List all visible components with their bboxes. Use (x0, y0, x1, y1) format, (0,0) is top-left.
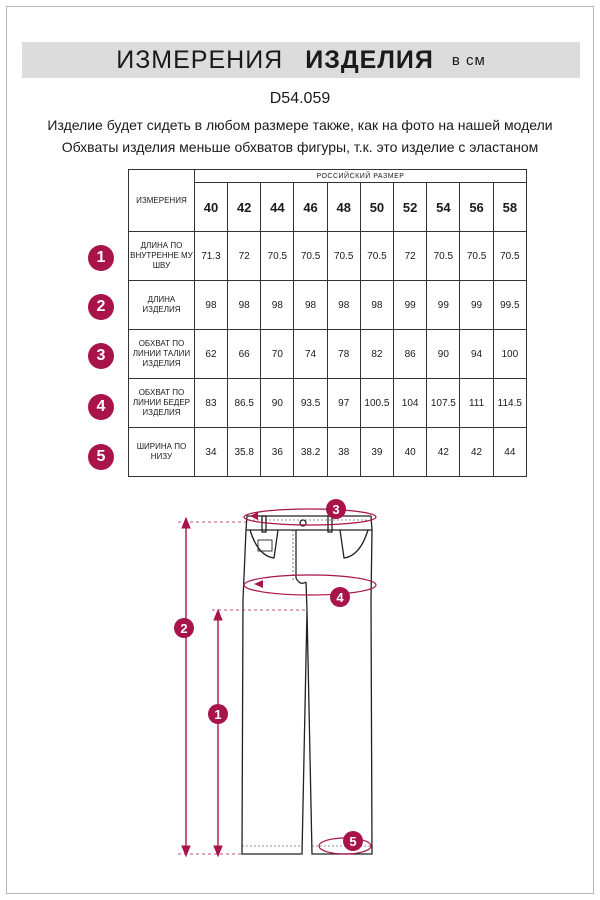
value-cell: 98 (294, 281, 327, 330)
value-cell: 44 (493, 428, 526, 477)
table-row (129, 281, 527, 330)
value-cell: 72 (228, 232, 261, 281)
value-cell: 90 (261, 379, 294, 428)
value-cell: 35.8 (228, 428, 261, 477)
size-cell: 52 (394, 183, 427, 232)
value-cell: 104 (394, 379, 427, 428)
marker-2 (174, 618, 194, 638)
value-cell: 98 (327, 281, 360, 330)
fit-note: Изделие будет сидеть в любом размере также, как на фото на нашей модели (47, 117, 553, 133)
value-cell: 38 (327, 428, 360, 477)
value-cell: 40 (394, 428, 427, 477)
marker-1 (208, 704, 228, 724)
title-bar (22, 42, 580, 78)
value-cell: 98 (194, 281, 227, 330)
size-cell: 46 (294, 183, 327, 232)
size-cell: 44 (261, 183, 294, 232)
value-cell: 71.3 (194, 232, 227, 281)
table-header-row (129, 170, 527, 183)
size-cell: 42 (228, 183, 261, 232)
value-cell: 99 (427, 281, 460, 330)
marker-3 (326, 499, 346, 519)
title-units: в см (451, 51, 486, 69)
value-cell: 86 (394, 330, 427, 379)
value-cell: 114.5 (493, 379, 526, 428)
value-cell: 38.2 (294, 428, 327, 477)
pants-diagram (0, 490, 600, 870)
value-cell: 70.5 (294, 232, 327, 281)
value-cell: 94 (460, 330, 493, 379)
value-cell: 36 (261, 428, 294, 477)
marker-1-label: 1 (214, 707, 222, 722)
row-label: ДЛИНА ПО ВНУТРЕННЕ МУ ШВУ (129, 232, 195, 281)
value-cell: 100 (493, 330, 526, 379)
value-cell: 93.5 (294, 379, 327, 428)
size-cell: 58 (493, 183, 526, 232)
value-cell: 34 (194, 428, 227, 477)
row-label: ДЛИНА ИЗДЕЛИЯ (129, 281, 195, 330)
elastane-note: Обхваты изделия меньше обхватов фигуры, т.к. это изделие с эластаном (61, 139, 539, 155)
row-badge-5: 5 (88, 444, 114, 470)
table-row (129, 330, 527, 379)
row-label: ОБХВАТ ПО ЛИНИИ ТАЛИИ ИЗДЕЛИЯ (129, 330, 195, 379)
marker-3-label: 3 (332, 502, 340, 517)
value-cell: 100.5 (360, 379, 393, 428)
value-cell: 99.5 (493, 281, 526, 330)
measure-hip (244, 575, 376, 595)
value-cell: 107.5 (427, 379, 460, 428)
value-cell: 74 (294, 330, 327, 379)
value-cell: 98 (261, 281, 294, 330)
row-badge-2: 2 (88, 294, 114, 320)
table-row (129, 232, 527, 281)
title-part2: ИЗДЕЛИЯ (305, 45, 434, 74)
value-cell: 70.5 (460, 232, 493, 281)
size-cell: 56 (460, 183, 493, 232)
size-table (128, 169, 527, 477)
value-cell: 82 (360, 330, 393, 379)
measure-length (178, 518, 246, 856)
row-badge-4: 4 (88, 394, 114, 420)
value-cell: 90 (427, 330, 460, 379)
marker-4-label: 4 (336, 590, 344, 605)
value-cell: 70.5 (493, 232, 526, 281)
product-code: D54.059 (269, 90, 331, 107)
pants-outline (242, 516, 372, 854)
value-cell: 99 (394, 281, 427, 330)
value-cell: 42 (427, 428, 460, 477)
marker-5-label: 5 (349, 834, 357, 849)
value-cell: 111 (460, 379, 493, 428)
value-cell: 78 (327, 330, 360, 379)
value-cell: 42 (460, 428, 493, 477)
marker-4 (330, 587, 350, 607)
value-cell: 99 (460, 281, 493, 330)
table-row (129, 379, 527, 428)
value-cell: 70.5 (360, 232, 393, 281)
value-cell: 97 (327, 379, 360, 428)
size-cell: 54 (427, 183, 460, 232)
russian-size-header: РОССИЙСКИЙ РАЗМЕР (194, 170, 526, 183)
value-cell: 98 (360, 281, 393, 330)
value-cell: 70 (261, 330, 294, 379)
value-cell: 66 (228, 330, 261, 379)
size-cell: 48 (327, 183, 360, 232)
size-cell: 50 (360, 183, 393, 232)
row-badge-1: 1 (88, 245, 114, 271)
value-cell: 70.5 (427, 232, 460, 281)
value-cell: 98 (228, 281, 261, 330)
value-cell: 72 (394, 232, 427, 281)
value-cell: 62 (194, 330, 227, 379)
value-cell: 39 (360, 428, 393, 477)
value-cell: 70.5 (327, 232, 360, 281)
value-cell: 86.5 (228, 379, 261, 428)
table-row (129, 428, 527, 477)
measurements-header: ИЗМЕРЕНИЯ (129, 170, 195, 232)
row-badge-3: 3 (88, 343, 114, 369)
value-cell: 83 (194, 379, 227, 428)
value-cell: 70.5 (261, 232, 294, 281)
row-label: ШИРИНА ПО НИЗУ (129, 428, 195, 477)
marker-2-label: 2 (180, 621, 188, 636)
measure-waist (244, 509, 376, 525)
marker-5 (343, 831, 363, 851)
measure-inseam (212, 610, 306, 856)
row-label: ОБХВАТ ПО ЛИНИИ БЕДЕР ИЗДЕЛИЯ (129, 379, 195, 428)
title-part1: ИЗМЕРЕНИЯ (116, 45, 284, 74)
size-cell: 40 (194, 183, 227, 232)
